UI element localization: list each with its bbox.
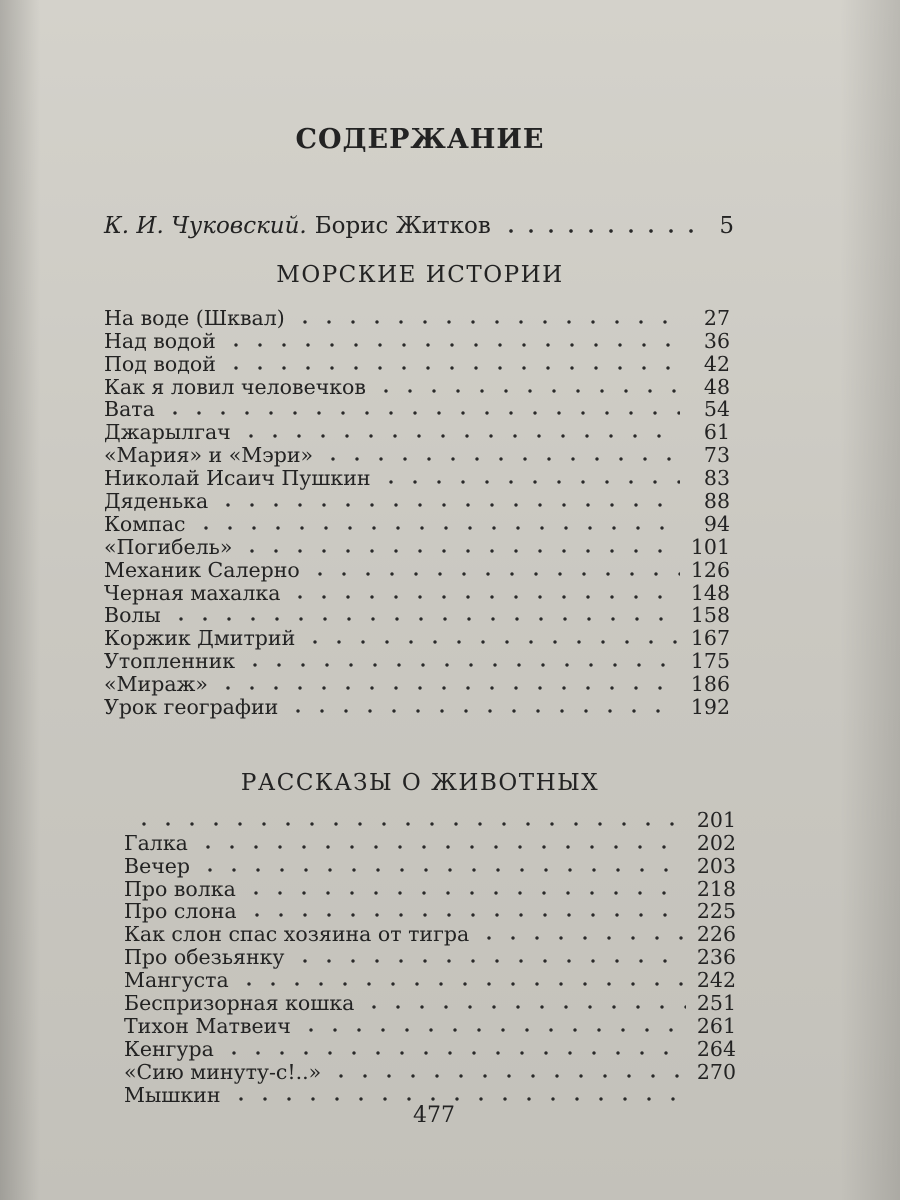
toc-entry-page: 54: [703, 397, 730, 422]
toc-entry-title: Как я ловил человечков: [104, 374, 366, 399]
toc-entry-page: 202: [696, 830, 736, 855]
toc-entry: [104, 398, 730, 421]
dot-leader: [288, 595, 680, 599]
toc-entry-page: 201: [696, 807, 736, 832]
toc-entry-title: «Погибель»: [104, 534, 233, 559]
intro-work: Борис Житков: [314, 213, 491, 239]
toc-entry-title: Кенгура: [124, 1036, 214, 1061]
toc-entry: [104, 581, 730, 604]
toc-entry-page: 126: [690, 557, 730, 582]
toc-entry-title: Дяденька: [104, 489, 209, 514]
dot-leader: [240, 549, 680, 553]
toc-entry-title: Беспризорная кошка: [124, 991, 355, 1016]
dot-leader: [293, 959, 687, 963]
toc-entry: [104, 672, 730, 695]
dot-leader: [245, 913, 686, 917]
toc-entry-title: Черная махалка: [104, 580, 281, 605]
toc-entry: [104, 375, 730, 398]
toc-entry: [124, 900, 736, 923]
toc-entry: [104, 443, 730, 466]
dot-leader: [308, 572, 680, 576]
toc-entry-title: Вечер: [124, 853, 191, 878]
toc-entry-page: 225: [696, 899, 736, 924]
dot-leader: [374, 389, 680, 393]
dot-leader: [224, 343, 680, 347]
toc-entry: [124, 1014, 736, 1037]
toc-entry-title: На воде (Шквал): [104, 305, 285, 330]
toc-entry-title: «Мария» и «Мэри»: [104, 443, 314, 468]
toc-list-animals: [124, 808, 736, 1106]
toc-entry-title: Про волка: [124, 876, 236, 901]
toc-entry: [124, 1060, 736, 1083]
toc-entry-title: Джарылгач: [104, 420, 231, 445]
toc-entry: [104, 466, 730, 489]
dot-leader: [299, 1028, 686, 1032]
toc-entry-page: 167: [690, 626, 730, 651]
toc-entry-page: 73: [703, 443, 730, 468]
dot-leader: [321, 457, 680, 461]
section-heading-animals: РАССКАЗЫ О ЖИВОТНЫХ: [240, 770, 600, 796]
dot-leader: [329, 1074, 686, 1078]
toc-entry: [104, 512, 730, 535]
toc-entry-title: Утопленник: [104, 649, 236, 674]
toc-entry: [104, 489, 730, 512]
toc-entry-page: 261: [696, 1013, 736, 1038]
dot-leader: [169, 617, 680, 621]
dot-leader: [239, 434, 680, 438]
toc-entry: [104, 695, 730, 718]
dot-leader: [477, 936, 686, 940]
toc-entry: [104, 535, 730, 558]
page-number: 477: [413, 1103, 455, 1128]
dot-leader: [286, 709, 680, 713]
toc-entry-title: Галка: [124, 830, 188, 855]
toc-entry-title: Компас: [104, 511, 186, 536]
toc-entry-page: 27: [703, 305, 730, 330]
toc-entry: [124, 808, 736, 831]
toc-entry-page: 94: [703, 511, 730, 536]
toc-entry: [124, 854, 736, 877]
toc-entry: [124, 945, 736, 968]
dot-leader: [229, 1097, 686, 1101]
intro-page: 5: [719, 213, 734, 239]
toc-entry-page: 88: [703, 489, 730, 514]
toc-entry: [124, 831, 736, 854]
toc-entry: [104, 329, 730, 352]
toc-entry-title: Николай Исаич Пушкин: [104, 466, 371, 491]
toc-entry-page: 42: [703, 351, 730, 376]
toc-entry-page: 175: [690, 649, 730, 674]
dot-leader: [293, 320, 680, 324]
toc-entry-page: 101: [690, 534, 730, 559]
toc-entry-page: 83: [703, 466, 730, 491]
toc-entry-title: Вата: [104, 397, 155, 422]
toc-entry-page: 158: [690, 603, 730, 628]
section-heading-sea: МОРСКИЕ ИСТОРИИ: [276, 262, 564, 288]
toc-entry-page: 48: [703, 374, 730, 399]
page-gutter-shadow: [0, 0, 40, 1200]
page-title: СОДЕРЖАНИЕ: [295, 124, 545, 155]
intro-entry: [104, 203, 734, 239]
toc-entry-title: Про обезьянку: [124, 945, 285, 970]
toc-entry: [104, 558, 730, 581]
toc-entry-title: Про слона: [124, 899, 237, 924]
toc-entry-title: Мангуста: [124, 968, 229, 993]
toc-entry: [124, 922, 736, 945]
toc-entry: [104, 649, 730, 672]
toc-entry-title: Тихон Матвеич: [124, 1013, 291, 1038]
dot-leader: [222, 1051, 686, 1055]
dot-leader: [224, 366, 680, 370]
toc-entry-page: 186: [690, 672, 730, 697]
toc-entry: [104, 604, 730, 627]
toc-entry-title: «Сию минуту-с!..»: [124, 1059, 322, 1084]
toc-entry: [124, 1037, 736, 1060]
toc-entry-page: 270: [696, 1059, 736, 1084]
toc-entry-title: «Мираж»: [104, 672, 208, 697]
dot-leader: [243, 663, 680, 667]
toc-entry-page: 148: [690, 580, 730, 605]
toc-entry-page: 203: [696, 853, 736, 878]
toc-entry-title: Механик Салерно: [104, 557, 300, 582]
page-edge-shadow: [840, 0, 900, 1200]
toc-entry: [124, 991, 736, 1014]
dot-leader: [194, 526, 680, 530]
toc-entry-page: 218: [696, 876, 736, 901]
toc-entry-title: Коржик Дмитрий: [104, 626, 296, 651]
toc-entry: [104, 626, 730, 649]
dot-leader: [237, 982, 686, 986]
dot-leader: [362, 1005, 686, 1009]
toc-list-sea: [104, 306, 730, 718]
toc-entry-page: 61: [703, 420, 730, 445]
intro-author: К. И. Чуковский.: [104, 213, 307, 239]
toc-entry-page: 192: [690, 695, 730, 720]
toc-entry: [104, 306, 730, 329]
toc-entry: [104, 352, 730, 375]
dot-leader: [501, 229, 694, 233]
toc-entry-title: Над водой: [104, 328, 216, 353]
dot-leader: [163, 411, 680, 415]
toc-entry-page: 242: [696, 968, 736, 993]
toc-entry-page: 264: [696, 1036, 736, 1061]
dot-leader: [132, 822, 686, 826]
dot-leader: [303, 640, 680, 644]
toc-entry-title: Как слон спас хозяина от тигра: [124, 922, 470, 947]
toc-entry-page: 36: [703, 328, 730, 353]
dot-leader: [216, 686, 680, 690]
dot-leader: [196, 845, 686, 849]
toc-entry-title: Урок географии: [104, 695, 279, 720]
dot-leader: [198, 868, 686, 872]
dot-leader: [216, 503, 680, 507]
toc-entry-page: 251: [696, 991, 736, 1016]
toc-entry-title: Волы: [104, 603, 161, 628]
toc-entry-title: Под водой: [104, 351, 216, 376]
toc-entry-page: 226: [696, 922, 736, 947]
toc-entry: [124, 877, 736, 900]
dot-leader: [244, 891, 686, 895]
toc-entry: [104, 420, 730, 443]
toc-entry-page: 236: [696, 945, 736, 970]
toc-entry-title: Мышкин: [124, 1082, 221, 1107]
toc-entry: [124, 968, 736, 991]
dot-leader: [379, 480, 680, 484]
